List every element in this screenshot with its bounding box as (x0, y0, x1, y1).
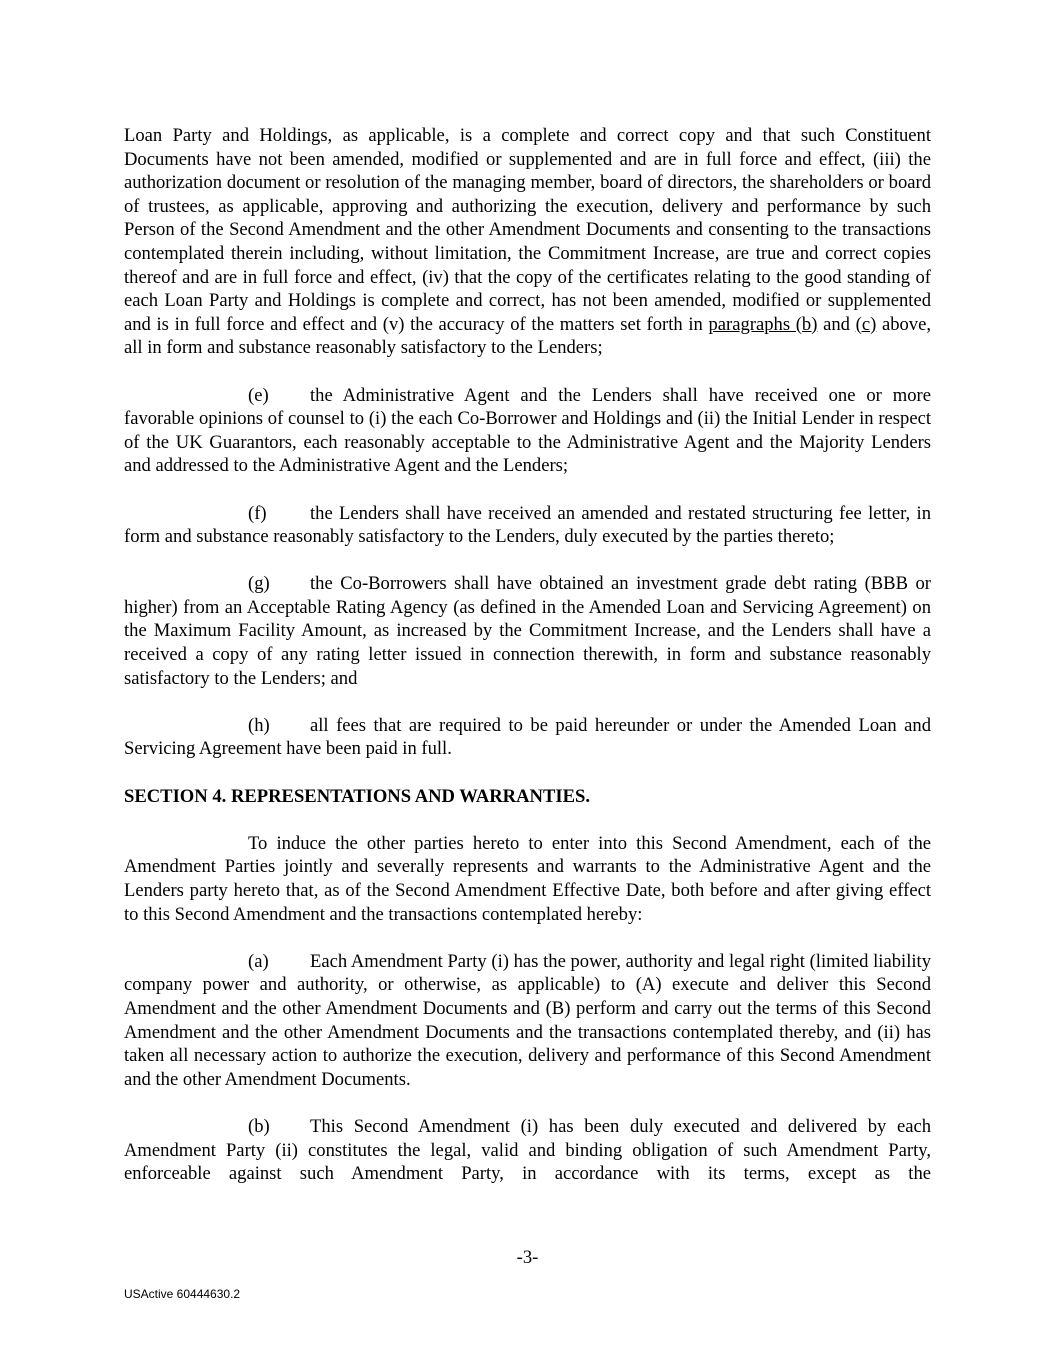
item-text: This Second Amendment (i) has been duly executed and delivered by each Amendment Party (ii) constitutes the legal, valid and binding obligation of such Amendment Party, enforceable against such Amendment Party, in accordance with its terms, except as the (124, 1115, 931, 1185)
representation-item-a (124, 950, 931, 1092)
item-text: the Co-Borrowers shall have obtained an investment grade debt rating (BBB or higher) from an Acceptable Rating Agency (as defined in the Amended Loan and Servicing Agreement) on the Maximum Facility Amount, as increased by the Commitment Increase, and the Lenders shall have a received a copy of any rating letter issued in connection therewith, in form and substance reasonably satisfactory to the Lenders; and (124, 573, 931, 689)
section-4-heading: SECTION 4. REPRESENTATIONS AND WARRANTIES. (124, 785, 590, 807)
item-label: (e) (248, 384, 269, 406)
item-label: (a) (248, 950, 269, 972)
item-text: the Lenders shall have received an amended and restated structuring fee letter, in form and substance reasonably satisfactory to the Lenders, duly executed by the parties thereto; (124, 502, 931, 548)
document-id: USActive 60444630.2 (124, 1287, 241, 1301)
item-label: (b) (248, 1115, 270, 1137)
paragraph-text: Loan Party and Holdings, as applicable, is a complete and correct copy and that such Constituent Documents have not been amended, modified or supplemented and are in full force and effect, (iii) the authorization document or resolution of the managing member, board of directors, the shareholders or board of trustees, as applicable, approving and authorizing the execution, delivery and performance by such Person of the Second Amendment and the other Amendment Documents and consenting to the transactions contemplated therein including, without limitation, the Commitment Increase, are true and correct copies thereof and are in full force and effect, (iv) that the copy of the certificates relating to the good standing of each Loan Party and Holdings is complete and correct, has not been amended, modified or supplemented and is in full force and effect and (v) the accuracy of the matters set forth in (124, 125, 931, 335)
paragraph-b-reference: paragraphs (b) (708, 313, 818, 335)
item-text: Each Amendment Party (i) has the power, authority and legal right (limited liability company power and authority, or otherwise, as applicable) to (A) execute and deliver this Second Amendment and the other Amendment Documents and (B) perform and carry out the terms of this Second Amendment and the other Amendment Documents and the transactions contemplated thereby, and (ii) has taken all necessary action to authorize the execution, delivery and performance of this Second Amendment and the other Amendment Documents. (124, 950, 931, 1090)
paragraph-text-end: above, all in form and substance reasonably satisfactory to the Lenders; (124, 313, 931, 359)
item-label: (h) (248, 714, 270, 736)
condition-item-h (124, 714, 931, 761)
section-4-intro (124, 832, 931, 926)
page-number: -3- (516, 1247, 539, 1268)
document-page (124, 124, 931, 1186)
condition-item-g (124, 572, 931, 690)
representation-item-b (124, 1115, 931, 1186)
item-text: the Administrative Agent and the Lenders shall have received one or more favorable opinions of counsel to (i) the each Co-Borrower and Holdings and (ii) the Initial Lender in respect of the UK Guarantors, each reasonably acceptable to the Administrative Agent and the Majority Lenders and addressed to the Administrative Agent and the Lenders; (124, 384, 931, 477)
conjunction-text: and (817, 313, 856, 335)
paragraph-c-reference: (c) (855, 313, 877, 335)
condition-item-e (124, 384, 931, 478)
continuation-paragraph (124, 124, 931, 360)
condition-item-f (124, 502, 931, 549)
intro-text: To induce the other parties hereto to enter into this Second Amendment, each of the Amendment Parties jointly and severally represents and warrants to the Administrative Agent and the Lenders party hereto that, as of the Second Amendment Effective Date, both before and after giving effect to this Second Amendment and the transactions contemplated hereby: (124, 832, 931, 925)
item-label: (f) (248, 502, 267, 524)
item-label: (g) (248, 573, 270, 595)
item-text: all fees that are required to be paid hereunder or under the Amended Loan and Servicing Agreement have been paid in full. (124, 714, 931, 760)
